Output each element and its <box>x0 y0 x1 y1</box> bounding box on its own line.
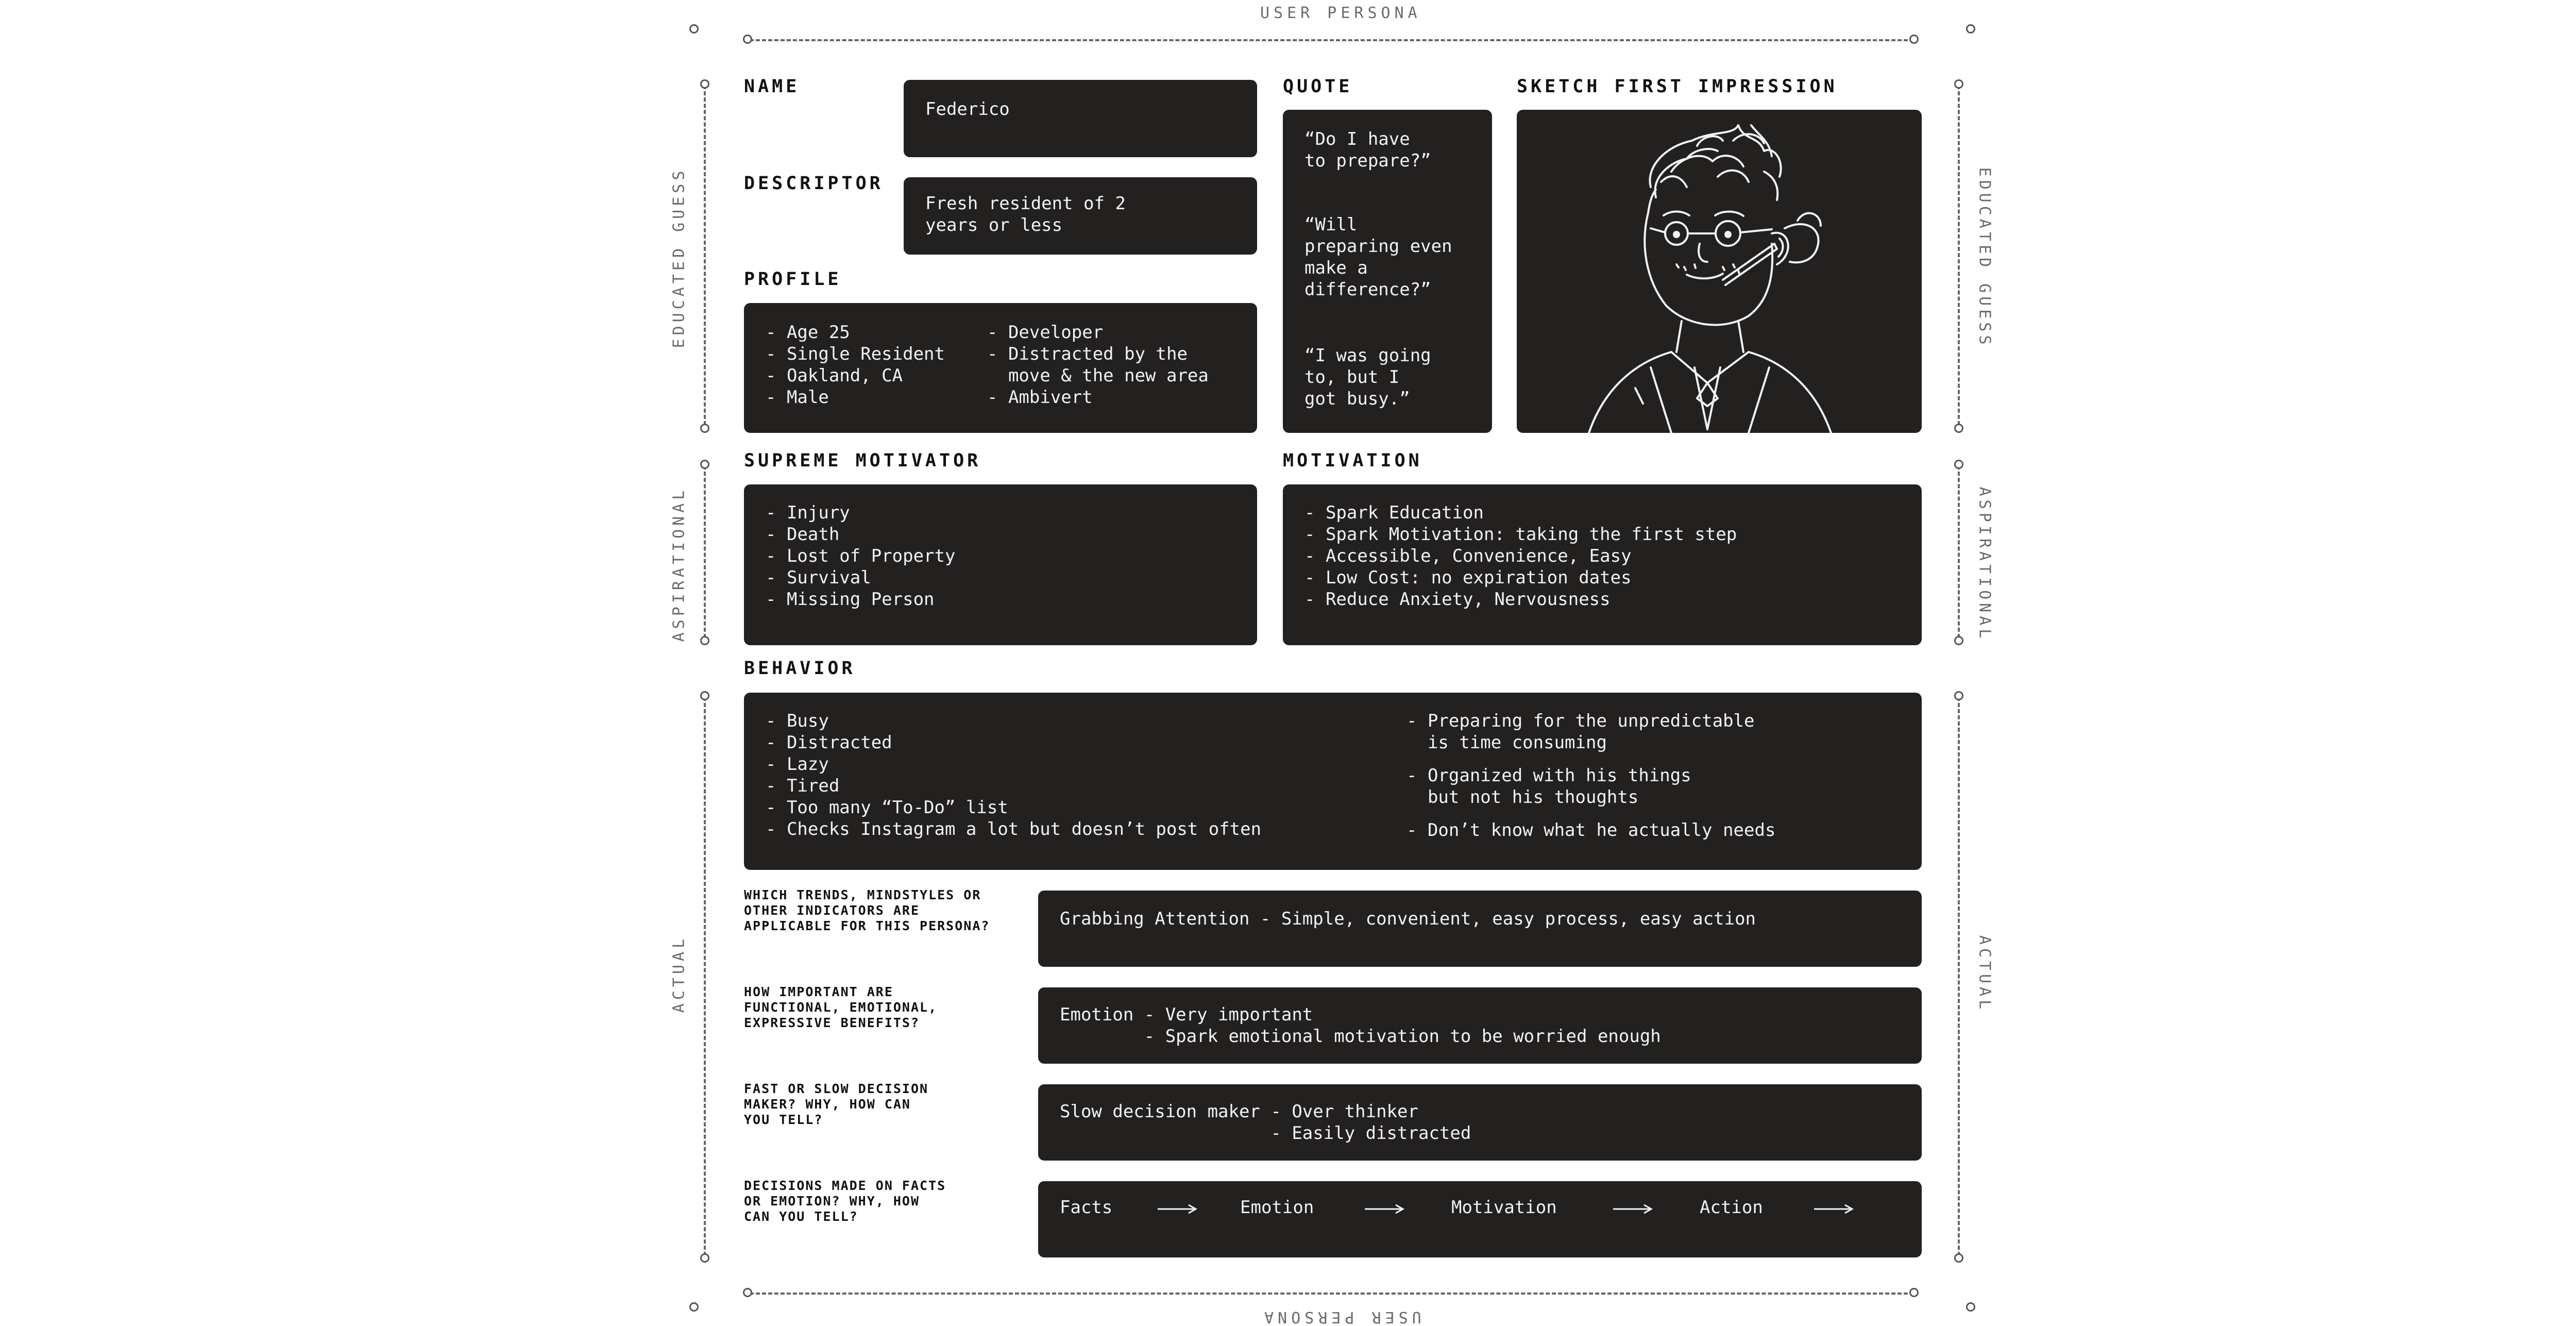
supreme-motivator-label: SUPREME MOTIVATOR <box>744 450 981 471</box>
behavior-right-item: - Don’t know what he actually needs <box>1406 820 1776 841</box>
answer-trends: Grabbing Attention - Simple, convenient, easy process, easy action <box>1060 909 1756 929</box>
bottom-caption: USER PERSONA <box>1260 1308 1421 1326</box>
frame-node <box>1966 24 1975 33</box>
question-decision-speed: FAST OR SLOW DECISION MAKER? WHY, HOW CAN YOU TELL? <box>744 1081 929 1127</box>
bottom-dashed-line <box>750 1293 1914 1295</box>
sketch-box <box>1517 110 1922 433</box>
arrow-right-icon <box>1364 1204 1405 1214</box>
behavior-label: BEHAVIOR <box>744 658 856 679</box>
left-section-label: ACTUAL <box>670 935 688 1013</box>
motivation-list: - Spark Education - Spark Motivation: taking the first step - Accessible, Convenience, Easy - Low Cost: no expiration dates - Reduce Anxiety, Nervousness <box>1304 502 1737 610</box>
quote-1: “Do I have to prepare?” <box>1304 129 1431 171</box>
name-box <box>904 80 1257 157</box>
frame-node <box>700 636 709 645</box>
right-dashed-segment <box>1958 465 1960 638</box>
sketch-label: SKETCH FIRST IMPRESSION <box>1517 76 1838 97</box>
left-dashed-segment <box>704 465 706 638</box>
flow-step: Action <box>1700 1197 1763 1218</box>
profile-box <box>744 303 1257 433</box>
frame-node <box>743 35 752 44</box>
frame-node <box>700 1253 709 1263</box>
left-dashed-segment <box>704 85 706 425</box>
behavior-right-item: - Organized with his things but not his thoughts <box>1406 765 1691 808</box>
profile-right-list: - Developer - Distracted by the move & the new area - Ambivert <box>987 322 1209 408</box>
answer-benefits: Emotion - Very important - Spark emotional motivation to be worried enough <box>1060 1004 1661 1047</box>
arrow-right-icon <box>1813 1204 1854 1214</box>
answer-decision-speed-box <box>1038 1084 1922 1161</box>
descriptor-box <box>904 177 1257 255</box>
frame-node <box>1954 636 1963 645</box>
frame-node <box>1954 460 1963 469</box>
quote-2: “Will preparing even make a difference?” <box>1304 214 1452 300</box>
arrow-right-icon <box>1612 1204 1653 1214</box>
frame-node <box>700 691 709 700</box>
quote-box <box>1283 110 1492 433</box>
persona-sketch-illustration <box>1517 110 1922 433</box>
profile-left-list: - Age 25 - Single Resident - Oakland, CA - Male <box>766 322 945 408</box>
question-benefits: HOW IMPORTANT ARE FUNCTIONAL, EMOTIONAL, EXPRESSIVE BENEFITS? <box>744 984 938 1030</box>
quote-3: “I was going to, but I got busy.” <box>1304 345 1431 409</box>
left-dashed-segment <box>704 697 706 1256</box>
left-section-label: EDUCATED GUESS <box>670 167 688 348</box>
frame-node <box>689 24 699 33</box>
flow-step: Emotion <box>1240 1197 1314 1218</box>
question-facts-emotion: DECISIONS MADE ON FACTS OR EMOTION? WHY, HOW CAN YOU TELL? <box>744 1178 946 1224</box>
answer-decision-speed: Slow decision maker - Over thinker - Easily distracted <box>1060 1101 1471 1144</box>
frame-node <box>700 424 709 433</box>
answer-facts-emotion-box <box>1038 1181 1922 1257</box>
frame-node <box>1954 424 1963 433</box>
top-dashed-line <box>750 39 1914 41</box>
frame-node <box>689 1302 699 1312</box>
frame-node <box>1954 1253 1963 1263</box>
right-dashed-segment <box>1958 85 1960 425</box>
top-caption: USER PERSONA <box>1260 4 1421 22</box>
question-trends: WHICH TRENDS, MINDSTYLES OR OTHER INDICATORS ARE APPLICABLE FOR THIS PERSONA? <box>744 887 990 933</box>
descriptor-value: Fresh resident of 2 years or less <box>925 193 1126 236</box>
frame-node <box>1909 35 1919 44</box>
flow-step: Facts <box>1060 1197 1113 1218</box>
frame-node <box>743 1288 752 1297</box>
behavior-left-list: - Busy - Distracted - Lazy - Tired - Too many “To-Do” list - Checks Instagram a lot but doesn’t post often <box>766 711 1262 840</box>
frame-node <box>1954 691 1963 700</box>
frame-node <box>1954 79 1963 89</box>
motivation-box <box>1283 484 1922 645</box>
frame-node <box>700 79 709 89</box>
frame-node <box>1966 1302 1975 1312</box>
supreme-motivator-list: - Injury - Death - Lost of Property - Survival - Missing Person <box>766 502 956 610</box>
frame-node <box>700 460 709 469</box>
flow-step: Motivation <box>1451 1197 1557 1218</box>
supreme-motivator-box <box>744 484 1257 645</box>
right-section-label: EDUCATED GUESS <box>1975 167 1994 348</box>
right-section-label: ASPIRATIONAL <box>1975 486 1994 642</box>
profile-label: PROFILE <box>744 269 842 290</box>
motivation-label: MOTIVATION <box>1283 450 1422 471</box>
answer-trends-box <box>1038 891 1922 967</box>
answer-benefits-box <box>1038 987 1922 1064</box>
behavior-box <box>744 693 1922 870</box>
descriptor-label: DESCRIPTOR <box>744 173 884 194</box>
name-value: Federico <box>925 99 1010 120</box>
quote-label: QUOTE <box>1283 76 1353 97</box>
right-dashed-segment <box>1958 697 1960 1256</box>
behavior-right-item: - Preparing for the unpredictable is time consuming <box>1406 711 1755 753</box>
frame-node <box>1909 1288 1919 1297</box>
name-label: NAME <box>744 76 800 97</box>
arrow-right-icon <box>1157 1204 1198 1214</box>
left-section-label: ASPIRATIONAL <box>670 486 688 642</box>
right-section-label: ACTUAL <box>1975 935 1994 1013</box>
